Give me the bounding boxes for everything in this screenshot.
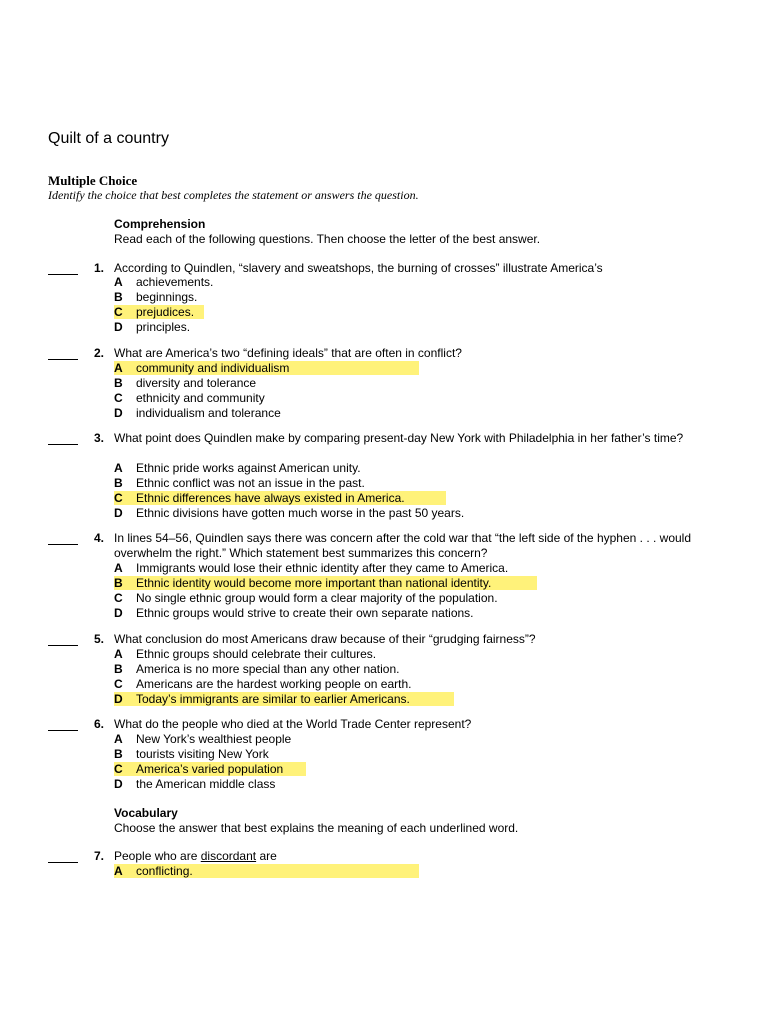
option-b[interactable]: B America is no more special than any other nation. — [114, 662, 400, 676]
question-stem: What point does Quindlen make by comparing present-day New York with Philadelphia in her father’s time? — [114, 431, 684, 445]
question-stem — [114, 849, 704, 864]
answer-blank[interactable] — [48, 431, 78, 445]
question-number: 2. — [93, 346, 104, 360]
option-c-highlighted[interactable]: C prejudices. — [114, 305, 204, 319]
comprehension-instructions: Read each of the following questions. Then choose the letter of the best answer. — [114, 232, 541, 246]
option-a[interactable]: A Immigrants would lose their ethnic identity after they came to America. — [114, 561, 509, 575]
answer-blank[interactable] — [48, 632, 78, 646]
question-stem: What are America’s two “defining ideals” that are often in conflict? — [114, 346, 462, 360]
question-stem: According to Quindlen, “slavery and sweatshops, the burning of crosses” illustrate America’s — [114, 261, 603, 275]
option-a[interactable]: A Ethnic pride works against American unity. — [114, 461, 361, 475]
option-b[interactable]: B diversity and tolerance — [114, 376, 257, 390]
question-stem: In lines 54–56, Quindlen says there was concern after the cold war that “the left side of the hyphen . . . would overwhelm the right.” Which statement best summarizes this concern? — [114, 531, 692, 560]
answer-blank[interactable] — [48, 849, 78, 863]
question-stem: What conclusion do most Americans draw because of their “grudging fairness”? — [114, 632, 536, 646]
option-c[interactable]: C No single ethnic group would form a clear majority of the population. — [114, 591, 498, 605]
option-c-highlighted[interactable]: C America’s varied population — [114, 762, 306, 776]
option-d[interactable]: D individualism and tolerance — [114, 406, 281, 420]
answer-blank[interactable] — [48, 717, 78, 731]
option-a-highlighted[interactable]: A community and individualism — [114, 361, 419, 375]
vocabulary-instructions: Choose the answer that best explains the meaning of each underlined word. — [114, 821, 519, 835]
vocabulary-heading: Vocabulary — [114, 806, 178, 820]
option-b-highlighted[interactable]: B Ethnic identity would become more important than national identity. — [114, 576, 537, 590]
section-type-heading: Multiple Choice — [48, 173, 138, 188]
comprehension-heading: Comprehension — [114, 217, 206, 231]
option-a[interactable]: A achievements. — [114, 275, 214, 289]
question-number: 6. — [93, 717, 104, 731]
answer-blank[interactable] — [48, 531, 78, 545]
option-a[interactable]: A New York’s wealthiest people — [114, 732, 292, 746]
question-number: 1. — [93, 261, 104, 275]
answer-blank[interactable] — [48, 261, 78, 275]
option-a-highlighted[interactable]: A conflicting. — [114, 864, 419, 878]
question-number: 7. — [93, 849, 104, 863]
question-number: 5. — [93, 632, 104, 646]
option-d[interactable]: D the American middle class — [114, 777, 276, 791]
option-d[interactable]: D Ethnic divisions have gotten much worse in the past 50 years. — [114, 506, 465, 520]
page-title: Quilt of a country — [48, 130, 169, 147]
option-d-highlighted[interactable]: D Today’s immigrants are similar to earlier Americans. — [114, 692, 454, 706]
stem-after: are — [259, 849, 277, 863]
option-d[interactable]: D Ethnic groups would strive to create their own separate nations. — [114, 606, 474, 620]
question-stem: What do the people who died at the World Trade Center represent? — [114, 717, 472, 731]
section-type-instructions: Identify the choice that best completes the statement or answers the question. — [48, 188, 419, 202]
option-c-highlighted[interactable]: C Ethnic differences have always existed in America. — [114, 491, 446, 505]
option-a[interactable]: A Ethnic groups should celebrate their cultures. — [114, 647, 377, 661]
option-c[interactable]: C Americans are the hardest working people on earth. — [114, 677, 412, 691]
option-b[interactable]: B beginnings. — [114, 290, 198, 304]
option-b[interactable]: B tourists visiting New York — [114, 747, 269, 761]
option-d[interactable]: D principles. — [114, 320, 191, 334]
underlined-word: discordant — [200, 849, 257, 863]
option-b[interactable]: B Ethnic conflict was not an issue in the past. — [114, 476, 365, 490]
question-number: 3. — [93, 431, 104, 445]
stem-before: People who are — [114, 849, 198, 863]
answer-blank[interactable] — [48, 346, 78, 360]
question-number: 4. — [93, 531, 104, 545]
option-c[interactable]: C ethnicity and community — [114, 391, 265, 405]
